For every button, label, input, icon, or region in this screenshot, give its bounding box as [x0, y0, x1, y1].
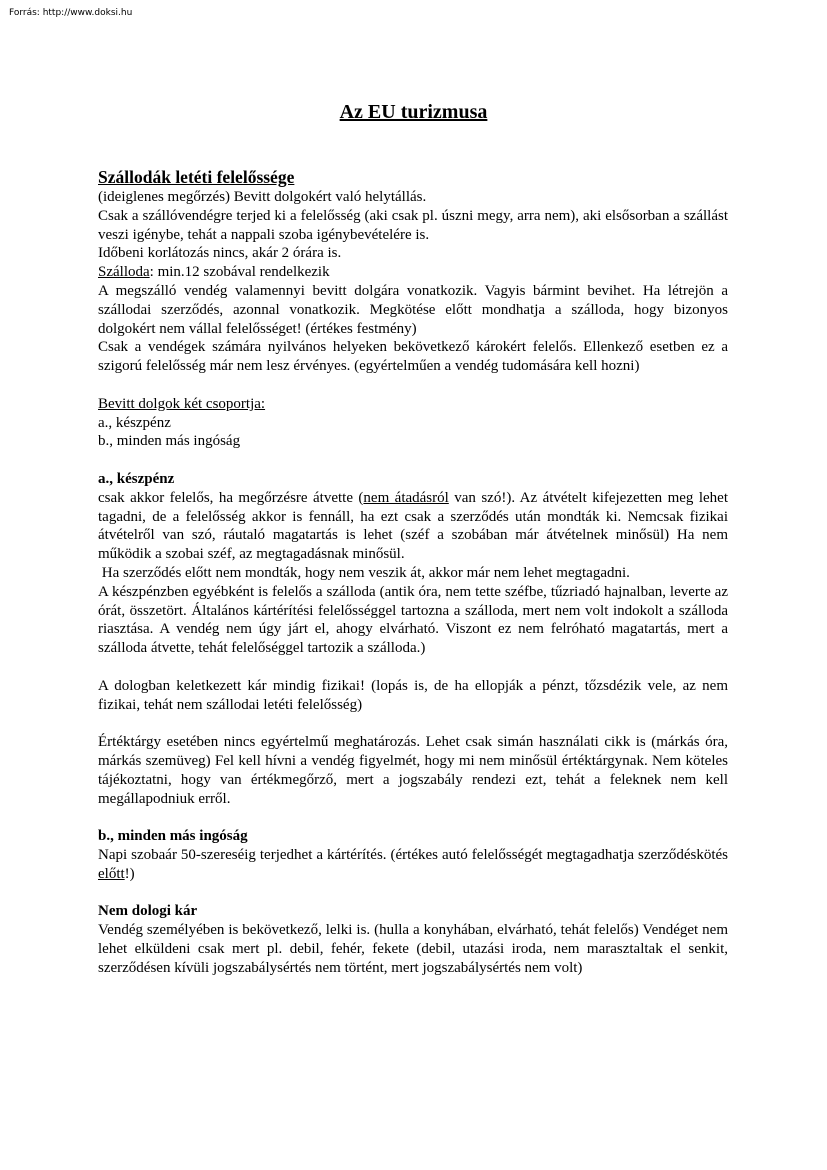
list-item: a., készpénz [98, 414, 171, 431]
underlined-phrase: előtt [98, 865, 125, 882]
text-run: Napi szobaár 50-szereséig terjedhet a kártérítés. (értékes autó felelősségét megtagadhatja szerződéskötés [98, 846, 728, 863]
text-run: van szó!). Az átvételt kifejezetten meg lehet tagadni, de a felelősség akkor is fennáll, ha ezt csak a szerződés után mondták ki. Nemcsak fizikai átvételről van szó, ráutaló magatartás is lehet (széf a szobában már átvételnek minősül) Ha nem működik a szobai széf, az megtagadásnak minősül. [98, 489, 728, 563]
source-url: Forrás: http://www.doksi.hu [9, 8, 133, 18]
document-title: Az EU turizmusa [339, 101, 488, 123]
subheading-non-material-damage: Nem dologi kár [98, 903, 198, 920]
document-body [98, 166, 728, 977]
underlined-phrase: nem átadásról [363, 489, 449, 506]
paragraph: Vendég személyében is bekövetkező, lelki is. (hulla a konyhában, elvárható, tehát felelős) Vendéget nem lehet elküldeni csak mert pl. debil, fehér, fekete (debil, utazási iroda, nem marasztaltak el senkit, szerződésen kívüli jogszabálysértés nem történt, mert jogszabálysértés nem volt) [98, 922, 728, 976]
paragraph: Időbeni korlátozás nincs, akár 2 órára is. [98, 245, 342, 262]
paragraph [98, 489, 728, 564]
spacer [98, 714, 728, 733]
paragraph: Értéktárgy esetében nincs egyértelmű meghatározás. Lehet csak simán használati cikk is (márkás óra, márkás szemüveg) Fel kell hívni a vendég figyelmét, hogy mi nem minősül értéktárgynak. Nem köteles tájékoztatni, hogy van értékmegőrző, mert a jogszabály rendezi ezt, tehát a feleknek nem kell megállapodniuk erről. [98, 734, 728, 807]
spacer [98, 451, 728, 470]
paragraph [98, 846, 728, 884]
spacer [98, 883, 728, 902]
groups-heading: Bevitt dolgok két csoportja: [98, 395, 266, 412]
text-run: !) [124, 865, 135, 882]
subheading-cash: a., készpénz [98, 470, 175, 487]
list-item: b., minden más ingóság [98, 433, 241, 450]
paragraph: Csak a szállóvendégre terjed ki a felelősség (aki csak pl. úszni megy, arra nem), aki elsősorban a szállást veszi igénybe, tehát a nappali szoba igénybevételére is. [98, 207, 728, 243]
spacer [98, 376, 728, 395]
term-szalloda: Szálloda [98, 264, 150, 281]
definition-text: : min.12 szobával rendelkezik [149, 264, 330, 281]
subheading-other-movables: b., minden más ingóság [98, 828, 248, 845]
paragraph: Ha szerződés előtt nem mondták, hogy nem veszik át, akkor már nem lehet megtagadni. [98, 564, 630, 581]
spacer [98, 658, 728, 677]
paragraph: (ideiglenes megőrzés) Bevitt dolgokért való helytállás. [98, 189, 427, 205]
paragraph: A dologban keletkezett kár mindig fizikai! (lopás is, de ha ellopják a pénzt, tőzsdézik vele, az nem fizikai, tehát nem szállodai letéti felelősség) [98, 677, 728, 713]
paragraph-hotel-definition [98, 263, 728, 282]
paragraph: A megszálló vendég valamennyi bevitt dolgára vonatkozik. Vagyis bármint bevihet. Ha létrejön a szállodai szerződés, azonnal vonatkozik. Megkötése előtt mondhatja a szálloda, hogy bizonyos dolgokért nem vállal felelősséget! (értékes festmény) [98, 282, 728, 337]
spacer [98, 808, 728, 827]
paragraph: Csak a vendégek számára nyilvános helyeken bekövetkező károkért felelős. Ellenkező esetben ez a szigorú felelősség már nem lesz érvényes. (egyértelműen a vendég tudomására kell hozni) [98, 339, 728, 375]
paragraph: A készpénzben egyébként is felelős a szálloda (antik óra, nem tette széfbe, tűzriadó hajnalban, leverte az órát, összetört. Általános kártérítési felelősséggel tartozna a szálloda, mert nem volt indokolt a szálloda riasztása. A vendég nem úgy járt el, ahogy elvárható. Viszont ez nem felróható magatartás, mert a szálloda átvette, tehát felelőséggel tartozik a szálloda.) [98, 583, 728, 657]
text-run: csak akkor felelős, ha megőrzésre átvette ( [98, 489, 364, 506]
section-heading-hotel-liability: Szállodák letéti felelőssége [98, 167, 295, 187]
